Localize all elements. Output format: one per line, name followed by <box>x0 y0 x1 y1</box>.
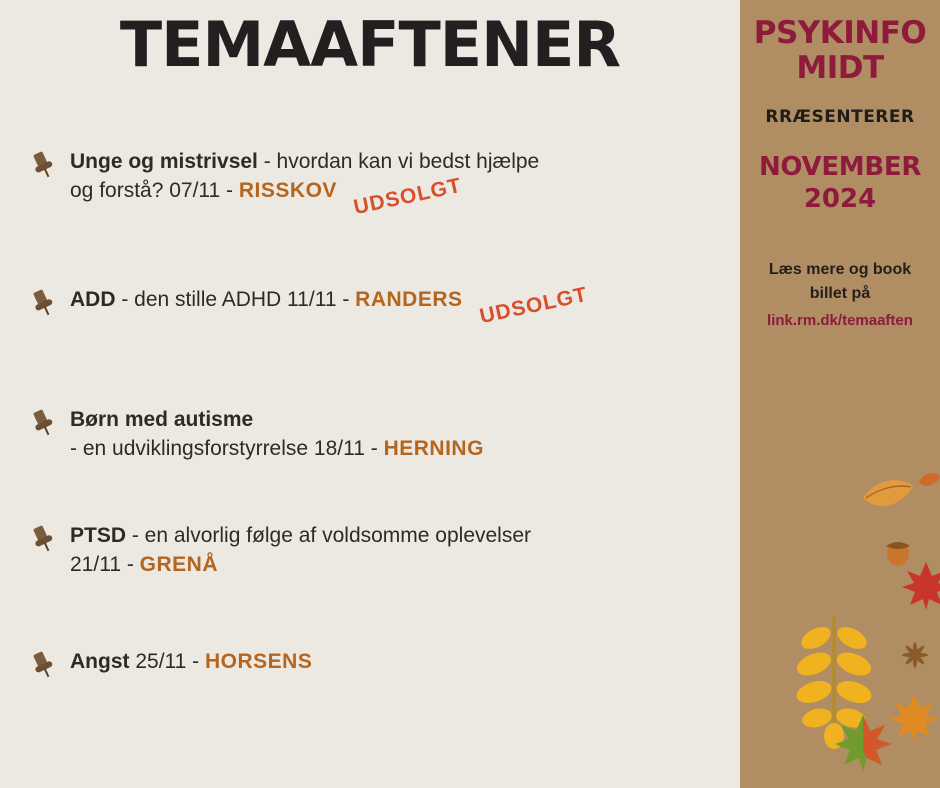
event-city: RISSKOV <box>238 178 337 202</box>
event-line-1 <box>70 282 740 329</box>
list-item[interactable] <box>0 406 740 466</box>
sidebar <box>740 0 940 788</box>
month-label: NOVEMBER <box>758 152 922 183</box>
status-badge: UDSOLGT <box>351 173 464 220</box>
event-city: HORSENS <box>205 650 313 673</box>
booking-line-1: Læs mere og book <box>768 260 912 278</box>
maple-leaf-icon <box>888 692 940 744</box>
pushpin-icon <box>28 150 58 180</box>
page-title: TEMAAFTENER <box>119 8 621 81</box>
event-desc-2: og forstå? 07/11 - <box>70 178 239 202</box>
maple-leaf-icon <box>900 560 940 612</box>
leaf-icon <box>858 470 918 520</box>
event-line-1 <box>70 406 740 435</box>
event-title: Unge og mistrivsel <box>70 150 258 173</box>
event-line-2 <box>70 551 740 580</box>
event-title: Børn med autisme <box>70 408 254 431</box>
brand-line-2: MIDT <box>796 49 884 86</box>
list-item[interactable] <box>0 282 740 346</box>
event-line-2 <box>70 435 740 464</box>
pushpin-icon <box>28 650 58 680</box>
brand-line-1: PSYKINFO <box>753 15 927 51</box>
event-city: RANDERS <box>355 288 463 311</box>
event-line-2 <box>70 173 740 220</box>
event-desc-1: 25/11 - <box>129 650 205 673</box>
event-desc-1: - den stille ADHD 11/11 - <box>115 288 356 311</box>
event-line-1 <box>70 648 740 677</box>
event-desc-2: - en udviklingsforstyrrelse 18/11 - <box>70 436 384 460</box>
event-title: ADD <box>70 288 116 311</box>
presents-label: RRÆSENTERER <box>765 107 915 128</box>
event-line-1 <box>70 522 740 551</box>
status-badge: UDSOLGT <box>477 282 590 329</box>
star-anise-icon <box>900 640 930 670</box>
event-desc-1: - en alvorlig følge af voldsomme oplevelser <box>126 524 532 547</box>
pushpin-icon <box>28 408 58 438</box>
year-label: 2024 <box>803 183 877 214</box>
list-item[interactable] <box>0 648 740 708</box>
pushpin-icon <box>28 288 58 318</box>
event-desc-2: 21/11 - <box>70 552 140 576</box>
event-line-1 <box>70 148 740 177</box>
event-list <box>0 130 740 726</box>
sidebar-content <box>740 0 940 332</box>
leaf-icon <box>916 468 940 494</box>
event-title: PTSD <box>70 524 127 547</box>
event-title: Angst <box>70 650 130 673</box>
event-desc-1: - hvordan kan vi bedst hjælpe <box>257 150 540 173</box>
booking-line-2: billet på <box>809 284 871 302</box>
event-city: GRENÅ <box>139 552 218 576</box>
booking-link[interactable]: link.rm.dk/temaaften <box>767 311 913 329</box>
maple-leaf-icon <box>832 712 894 774</box>
event-city: HERNING <box>383 436 484 460</box>
booking-info <box>750 258 930 333</box>
pushpin-icon <box>28 524 58 554</box>
list-item[interactable] <box>0 522 740 582</box>
list-item[interactable] <box>0 148 740 220</box>
